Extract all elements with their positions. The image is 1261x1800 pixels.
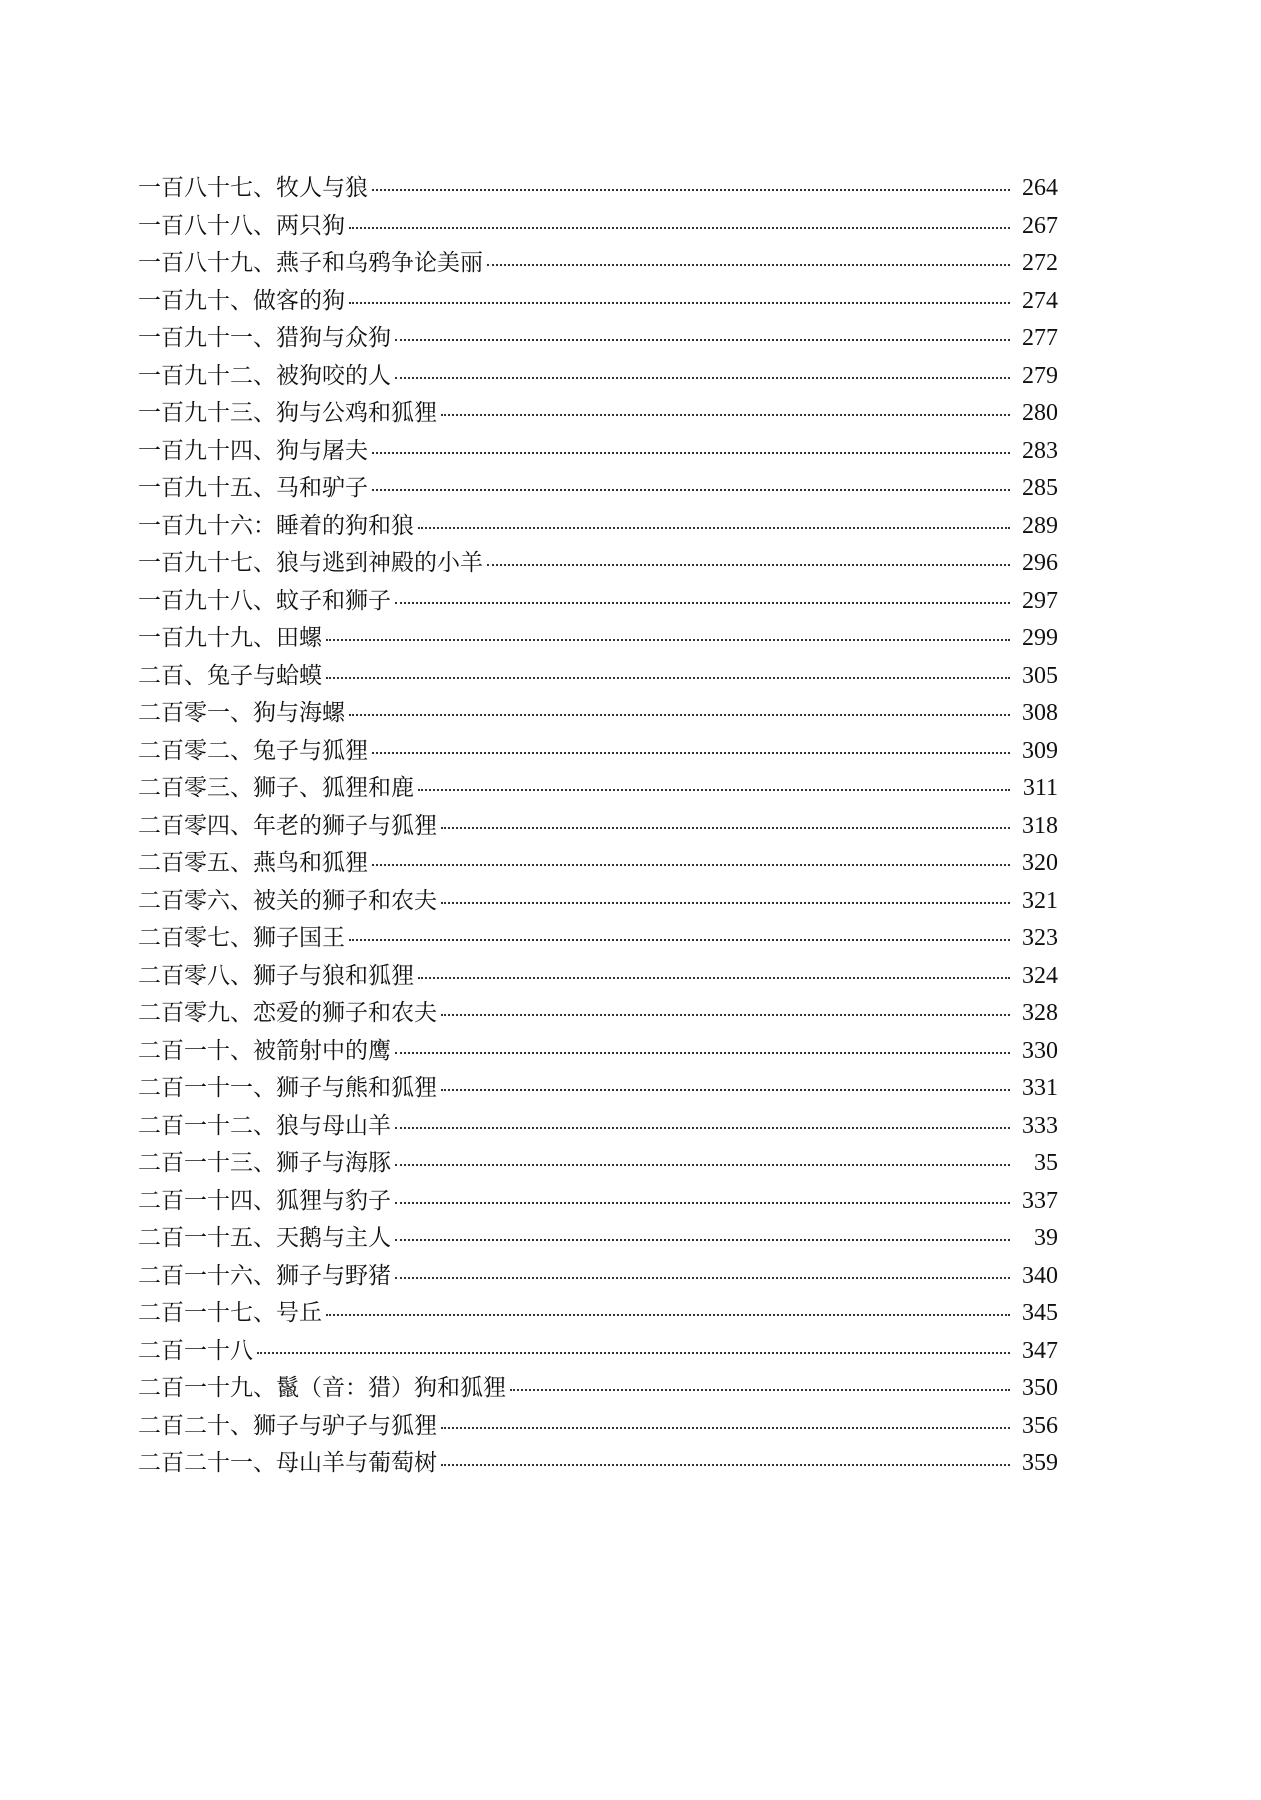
dot-leader [395,1239,1010,1241]
toc-entry-title: 一百九十八、蚊子和狮子 [138,587,391,614]
toc-entry-page-number: 285 [1022,475,1058,501]
toc-entry[interactable] [138,358,1058,396]
toc-entry[interactable] [138,883,1058,921]
dot-leader [395,1202,1010,1204]
toc-entry[interactable] [138,545,1058,583]
toc-entry-page-number: 331 [1022,1075,1058,1101]
toc-entry-page-number: 356 [1022,1412,1058,1439]
toc-entry-page-number: 328 [1022,1000,1058,1026]
table-of-contents [138,170,1058,1483]
toc-entry[interactable] [138,1220,1058,1258]
toc-entry-title: 二百零一、狗与海螺 [138,700,345,726]
toc-entry-title: 一百八十八、两只狗 [138,212,345,239]
toc-entry-page-number: 35 [1034,1150,1058,1176]
dot-leader [395,339,1010,341]
dot-leader [372,752,1010,754]
toc-entry-page-number: 321 [1022,887,1058,914]
toc-entry-title: 二百一十、被箭射中的鹰 [138,1037,391,1064]
dot-leader [349,302,1010,304]
dot-leader [441,1089,1010,1091]
toc-entry[interactable] [138,1108,1058,1146]
dot-leader [395,377,1010,379]
toc-entry-title: 一百九十五、马和驴子 [138,475,368,501]
dot-leader [418,789,1010,791]
toc-entry[interactable] [138,320,1058,358]
toc-entry-title: 二百一十六、狮子与野猪 [138,1262,391,1289]
toc-entry-page-number: 330 [1022,1037,1058,1064]
toc-entry[interactable] [138,1408,1058,1446]
toc-entry[interactable] [138,395,1058,433]
toc-entry-page-number: 283 [1022,437,1058,464]
toc-entry-title: 二百一十九、鬣（音：猎）狗和狐狸 [138,1375,506,1401]
dot-leader [372,489,1010,491]
toc-entry-page-number: 345 [1022,1300,1058,1326]
toc-entry[interactable] [138,433,1058,471]
toc-entry[interactable] [138,995,1058,1033]
toc-entry-title: 二百零四、年老的狮子与狐狸 [138,812,437,839]
toc-entry[interactable] [138,733,1058,771]
toc-entry[interactable] [138,958,1058,996]
toc-entry[interactable] [138,658,1058,696]
dot-leader [395,1127,1010,1129]
toc-entry-title: 二百二十一、母山羊与葡萄树 [138,1450,437,1476]
dot-leader [395,1277,1010,1279]
dot-leader [487,564,1010,566]
toc-entry-page-number: 280 [1022,400,1058,426]
toc-entry-page-number: 359 [1022,1450,1058,1476]
toc-entry-page-number: 347 [1022,1337,1058,1364]
toc-entry-page-number: 296 [1022,550,1058,576]
toc-entry[interactable] [138,1258,1058,1296]
toc-entry-title: 二百一十一、狮子与熊和狐狸 [138,1075,437,1101]
toc-entry[interactable] [138,508,1058,546]
toc-entry[interactable] [138,770,1058,808]
toc-entry-page-number: 267 [1022,212,1058,239]
toc-entry[interactable] [138,808,1058,846]
toc-entry-title: 二百二十、狮子与驴子与狐狸 [138,1412,437,1439]
toc-entry-title: 二百一十二、狼与母山羊 [138,1112,391,1139]
toc-entry-title: 二百零七、狮子国王 [138,925,345,951]
toc-entry-title: 二百零五、燕鸟和狐狸 [138,850,368,876]
dot-leader [349,227,1010,229]
toc-entry[interactable] [138,845,1058,883]
dot-leader [372,452,1010,454]
toc-entry[interactable] [138,283,1058,321]
toc-entry-page-number: 311 [1022,775,1058,801]
toc-entry-page-number: 279 [1022,362,1058,389]
toc-entry-title: 一百九十二、被狗咬的人 [138,362,391,389]
dot-leader [395,1164,1010,1166]
dot-leader [441,414,1010,416]
toc-entry-page-number: 309 [1022,737,1058,764]
toc-entry-title: 一百九十四、狗与屠夫 [138,437,368,464]
toc-entry[interactable] [138,1070,1058,1108]
toc-entry-page-number: 299 [1022,625,1058,651]
toc-entry-title: 一百九十九、田螺 [138,625,322,651]
toc-entry-page-number: 337 [1022,1187,1058,1214]
dot-leader [487,264,1010,266]
dot-leader [349,714,1010,716]
toc-entry-title: 二百一十四、狐狸与豹子 [138,1187,391,1214]
toc-entry-page-number: 308 [1022,700,1058,726]
toc-entry[interactable] [138,170,1058,208]
toc-entry-title: 二百、兔子与蛤蟆 [138,662,322,689]
toc-entry-title: 一百九十六：睡着的狗和狼 [138,512,414,539]
dot-leader [418,977,1010,979]
dot-leader [372,864,1010,866]
toc-entry-title: 二百一十三、狮子与海豚 [138,1150,391,1176]
toc-entry-title: 二百零九、恋爱的狮子和农夫 [138,1000,437,1026]
toc-entry-title: 二百零八、狮子与狼和狐狸 [138,962,414,989]
toc-entry-page-number: 333 [1022,1112,1058,1139]
toc-entry[interactable] [138,470,1058,508]
toc-entry-title: 二百一十八 [138,1337,253,1364]
toc-entry-page-number: 340 [1022,1262,1058,1289]
toc-entry-title: 二百零二、兔子与狐狸 [138,737,368,764]
toc-entry-page-number: 272 [1022,250,1058,276]
toc-entry[interactable] [138,1370,1058,1408]
toc-entry-page-number: 274 [1022,287,1058,314]
toc-entry[interactable] [138,583,1058,621]
toc-entry-title: 一百八十七、牧人与狼 [138,175,368,201]
dot-leader [441,1014,1010,1016]
dot-leader [510,1389,1010,1391]
toc-entry-title: 二百零三、狮子、狐狸和鹿 [138,775,414,801]
toc-entry-page-number: 264 [1022,175,1058,201]
toc-entry[interactable] [138,208,1058,246]
toc-entry-title: 一百九十一、猎狗与众狗 [138,325,391,351]
toc-entry[interactable] [138,620,1058,658]
toc-entry-title: 二百零六、被关的狮子和农夫 [138,887,437,914]
dot-leader [395,1052,1010,1054]
toc-entry-page-number: 324 [1022,962,1058,989]
toc-entry-page-number: 323 [1022,925,1058,951]
toc-entry[interactable] [138,695,1058,733]
toc-entry-page-number: 350 [1022,1375,1058,1401]
toc-entry[interactable] [138,1333,1058,1371]
toc-entry[interactable] [138,1183,1058,1221]
dot-leader [441,827,1010,829]
dot-leader [372,189,1010,191]
toc-entry[interactable] [138,1295,1058,1333]
toc-entry-page-number: 305 [1022,662,1058,689]
dot-leader [441,1464,1010,1466]
toc-entry-page-number: 318 [1022,812,1058,839]
toc-entry-title: 一百九十、做客的狗 [138,287,345,314]
dot-leader [257,1352,1010,1354]
dot-leader [441,1427,1010,1429]
toc-entry-page-number: 297 [1022,587,1058,614]
toc-entry-title: 二百一十七、号丘 [138,1300,322,1326]
toc-entry-title: 二百一十五、天鹅与主人 [138,1225,391,1251]
toc-entry-title: 一百八十九、燕子和乌鸦争论美丽 [138,250,483,276]
toc-entry[interactable] [138,1033,1058,1071]
toc-entry[interactable] [138,1145,1058,1183]
toc-entry-page-number: 320 [1022,850,1058,876]
toc-entry-page-number: 289 [1022,512,1058,539]
dot-leader [395,602,1010,604]
toc-entry-page-number: 39 [1034,1225,1058,1251]
dot-leader [418,527,1010,529]
dot-leader [326,1314,1010,1316]
dot-leader [441,902,1010,904]
dot-leader [326,677,1010,679]
toc-entry-page-number: 277 [1022,325,1058,351]
toc-entry-title: 一百九十七、狼与逃到神殿的小羊 [138,550,483,576]
dot-leader [349,939,1010,941]
toc-entry[interactable] [138,1445,1058,1483]
toc-entry-title: 一百九十三、狗与公鸡和狐狸 [138,400,437,426]
toc-entry[interactable] [138,245,1058,283]
toc-entry[interactable] [138,920,1058,958]
dot-leader [326,639,1010,641]
